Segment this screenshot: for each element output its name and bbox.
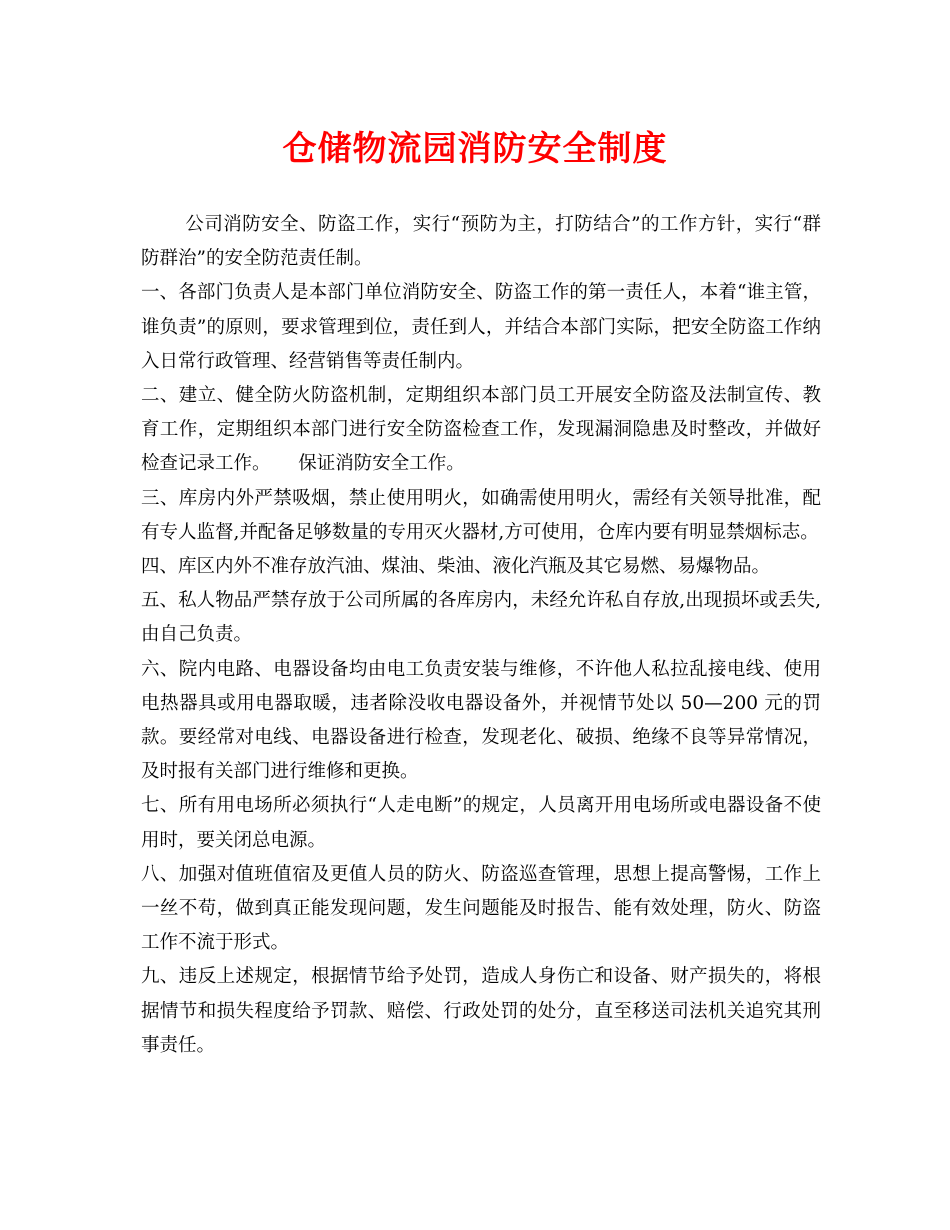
rule-item-3: 三、库房内外严禁吸烟，禁止使用明火，如确需使用明火，需经有关领导批准，配有专人监督,并配备足够数量的专用灭火器材,方可使用，仓库内要有明显禁烟标志。 bbox=[141, 487, 821, 543]
rule-item-8: 八、加强对值班值宿及更值人员的防火、防盗巡查管理，思想上提高警惕，工作上一丝不苟，做到真正能发现问题，发生问题能及时报告、能有效处理，防火、防盗工作不流于形式。 bbox=[141, 863, 821, 954]
rule-item-5: 五、私人物品严禁存放于公司所属的各库房内，未经允许私自存放,出现损坏或丢失,由自己负责。 bbox=[141, 590, 821, 646]
intro-paragraph: 公司消防安全、防盗工作，实行“预防为主，打防结合”的工作方针，实行“群防群治”的安全防范责任制。 bbox=[141, 214, 821, 270]
rule-item-2: 二、建立、健全防火防盗机制，定期组织本部门员工开展安全防盗及法制宣传、教育工作，定期组织本部门进行安全防盗检查工作，发现漏洞隐患及时整改，并做好检查记录工作。 保证消防安全工作。 bbox=[141, 385, 821, 475]
rule-item-7: 七、所有用电场所必须执行“人走电断”的规定，人员离开用电场所或电器设备不使用时，要关闭总电源。 bbox=[141, 795, 821, 851]
rule-item-6: 六、院内电路、电器设备均由电工负责安装与维修，不许他人私拉乱接电线、使用电热器具或用电器取暖，违者除没收电器设备外，并视情节处以 50—200 元的罚款。要经常对电线、电器设备进行检查，发现老化、破损、绝缘不良等异常情况，及时报有关部门进行维修和更换。 bbox=[141, 658, 821, 783]
rule-item-4: 四、库区内外不准存放汽油、煤油、柴油、液化汽瓶及其它易燃、易爆物品。 bbox=[141, 556, 771, 578]
document-title: 仓储物流园消防安全制度 bbox=[282, 129, 668, 169]
rule-item-9: 九、违反上述规定，根据情节给予处罚，造成人身伤亡和设备、财产损失的，将根据情节和损失程度给予罚款、赔偿、行政处罚的处分，直至移送司法机关追究其刑事责任。 bbox=[141, 966, 821, 1056]
rule-item-1: 一、各部门负责人是本部门单位消防安全、防盗工作的第一责任人，本着“谁主管，谁负责”的原则，要求管理到位，责任到人，并结合本部门实际，把安全防盗工作纳入日常行政管理、经营销售等责任制内。 bbox=[141, 282, 821, 372]
document-body bbox=[141, 208, 821, 1063]
